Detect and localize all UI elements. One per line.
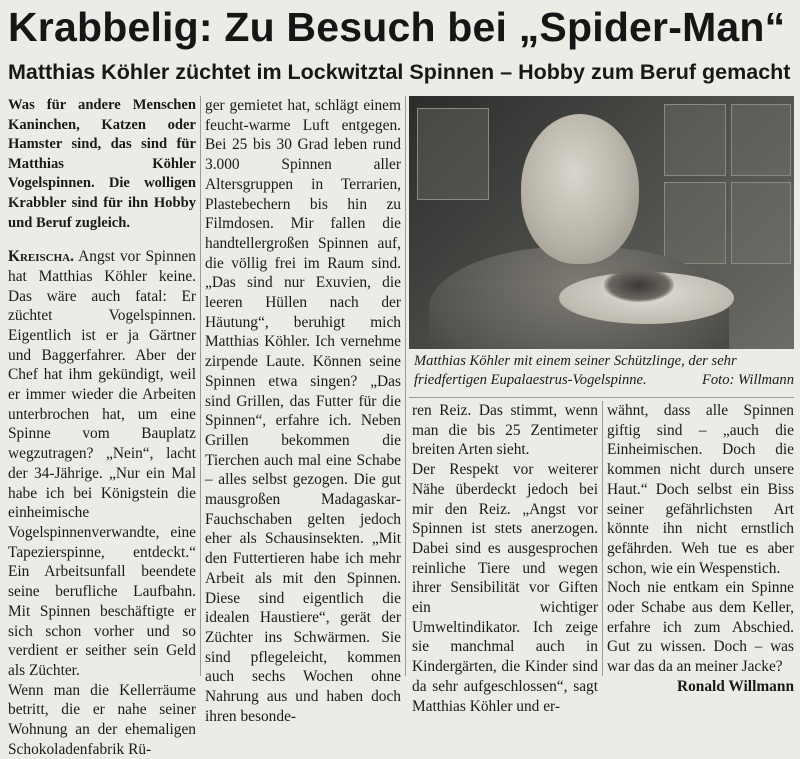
photo-caption <box>414 352 794 389</box>
body-paragraph-7: Noch nie entkam ein Spinne oder Schabe aus dem Keller, erfahre ich zum Abschied. Gut zu wissen. Doch – was war das da an meiner Jacke? <box>607 579 794 676</box>
column-rule <box>405 96 406 676</box>
column-rule <box>602 401 603 676</box>
column-3 <box>412 401 598 716</box>
terrarium-shelf <box>731 182 791 264</box>
body-paragraph-5: Der Respekt vor weiterer Nähe überdeckt jedoch bei mir den Reiz. „Angst vor Spinnen ist stets anerzogen. Dabei sind es ausgesprochen reinliche Tiere und wegen ihrer Sensibilität vor Giften ein wichtiger Umweltindikator. Ich zeige sie manchmal auch in Kindergärten, die Kinder sind da sehr aufgeschlossen“, sagt Matthias Köhler und er- <box>412 461 598 715</box>
article-photo <box>409 96 794 349</box>
terrarium-shelf <box>664 104 726 176</box>
column-rule <box>200 96 201 676</box>
author-signature: Ronald Willmann <box>676 677 794 695</box>
body-paragraph-2: Wenn man die Kellerräume betritt, die er nahe seiner Wohnung an der ehemaligen Schokoladenfabrik Rü- <box>8 681 196 758</box>
body-paragraph-1 <box>8 247 196 680</box>
body-paragraph-4: ren Reiz. Das stimmt, wenn man die bis 25 Zentimeter breiten Arten sieht. <box>412 402 598 459</box>
headline: Krabbelig: Zu Besuch bei „Spider-Man“ <box>8 4 786 50</box>
terrarium-shelf <box>417 108 489 200</box>
subheadline: Matthias Köhler züchtet im Lockwitztal Spinnen – Hobby zum Beruf gemacht <box>8 60 791 84</box>
body-paragraph-6: wähnt, dass alle Spinnen giftig sind – „auch die Einheimischen. Doch die kommen nicht durch unsere Haut.“ Doch selbst ein Biss seiner gefährlichsten Art könnte ihn nicht ernstlich gefährden. Weh tue es aber schon, wie ein Wespenstich. <box>607 402 794 577</box>
caption-text: Matthias Köhler mit einem seiner Schützlinge, der sehr friedfertigen Eupalaestrus-Vogelspinne. <box>414 353 737 388</box>
body-text-1: Angst vor Spinnen hat Matthias Köhler keine. Das wäre auch fatal: Er züchtet Vogelspinnen. Eigentlich ist er ja Gärtner und Baggerfahrer. Aber der Chef hat ihm gekündigt, weil er immer wieder die Arbeiten unterbrochen hat, um eine Spinne vom Bauplatz wegzutragen? „Nein“, lacht der 34-Jährige. „Nur ein Mal habe ich bei Königstein die einheimische Vogelspinnenverwandte, eine Tapezierspinne, entdeckt.“ Ein Arbeitsunfall beendete seine berufliche Laufbahn. Mit Spinnen beschäftigte er sich schon vorher und so verdient er seither sein Geld als Züchter. <box>8 248 196 679</box>
photo-credit: Foto: Willmann <box>701 371 794 388</box>
caption-rule <box>409 397 794 398</box>
spider-icon <box>604 268 674 302</box>
column-4 <box>607 401 794 697</box>
column-1 <box>8 96 196 759</box>
column-2 <box>205 96 401 727</box>
terrarium-shelf <box>731 104 791 176</box>
dateline: Kreischa. <box>8 248 74 266</box>
body-paragraph-3: ger gemietet hat, schlägt einem feucht-warme Luft entgegen. Bei 25 bis 30 Grad leben rund 3.000 Spinnen aller Altersgruppen in Terrarien, Plastebechern bis hin zu Filmdosen. Mir fallen die handtellergroßen Spinnen auf, die völlig frei im Raum sind. „Das sind nur Exuvien, die leeren Hüllen nach der Häutung“, beruhigt mich Matthias Köhler. Ich vernehme zirpende Laute. Können seine Spinnen etwa singen? „Das sind Grillen, das Futter für die Spinnen“, erfahre ich. Neben Grillen bekommen die Tierchen auch mal eine Schabe – alles selbst gezogen. Die gut mausgroßen Madagaskar-Fauchschaben gelten jedoch eher als Schausinsekten. „Mit den Futtertieren habe ich mehr Arbeit als mit den Spinnen. Diese sind eigentlich die idealen Haustiere“, gerät der Züchter ins Schwärmen. Sie sind pflegeleicht, kommen auch sechs Wochen ohne Nahrung aus und haben doch ihren besonde- <box>205 97 401 725</box>
person-face <box>521 114 639 264</box>
terrarium-shelf <box>664 182 726 264</box>
lead-paragraph: Was für andere Menschen Kaninchen, Katzen oder Hamster sind, das sind für Matthias Köhler Vogelspinnen. Die wolligen Krabbler sind für ihn Hobby und Beruf zugleich. <box>8 97 196 231</box>
